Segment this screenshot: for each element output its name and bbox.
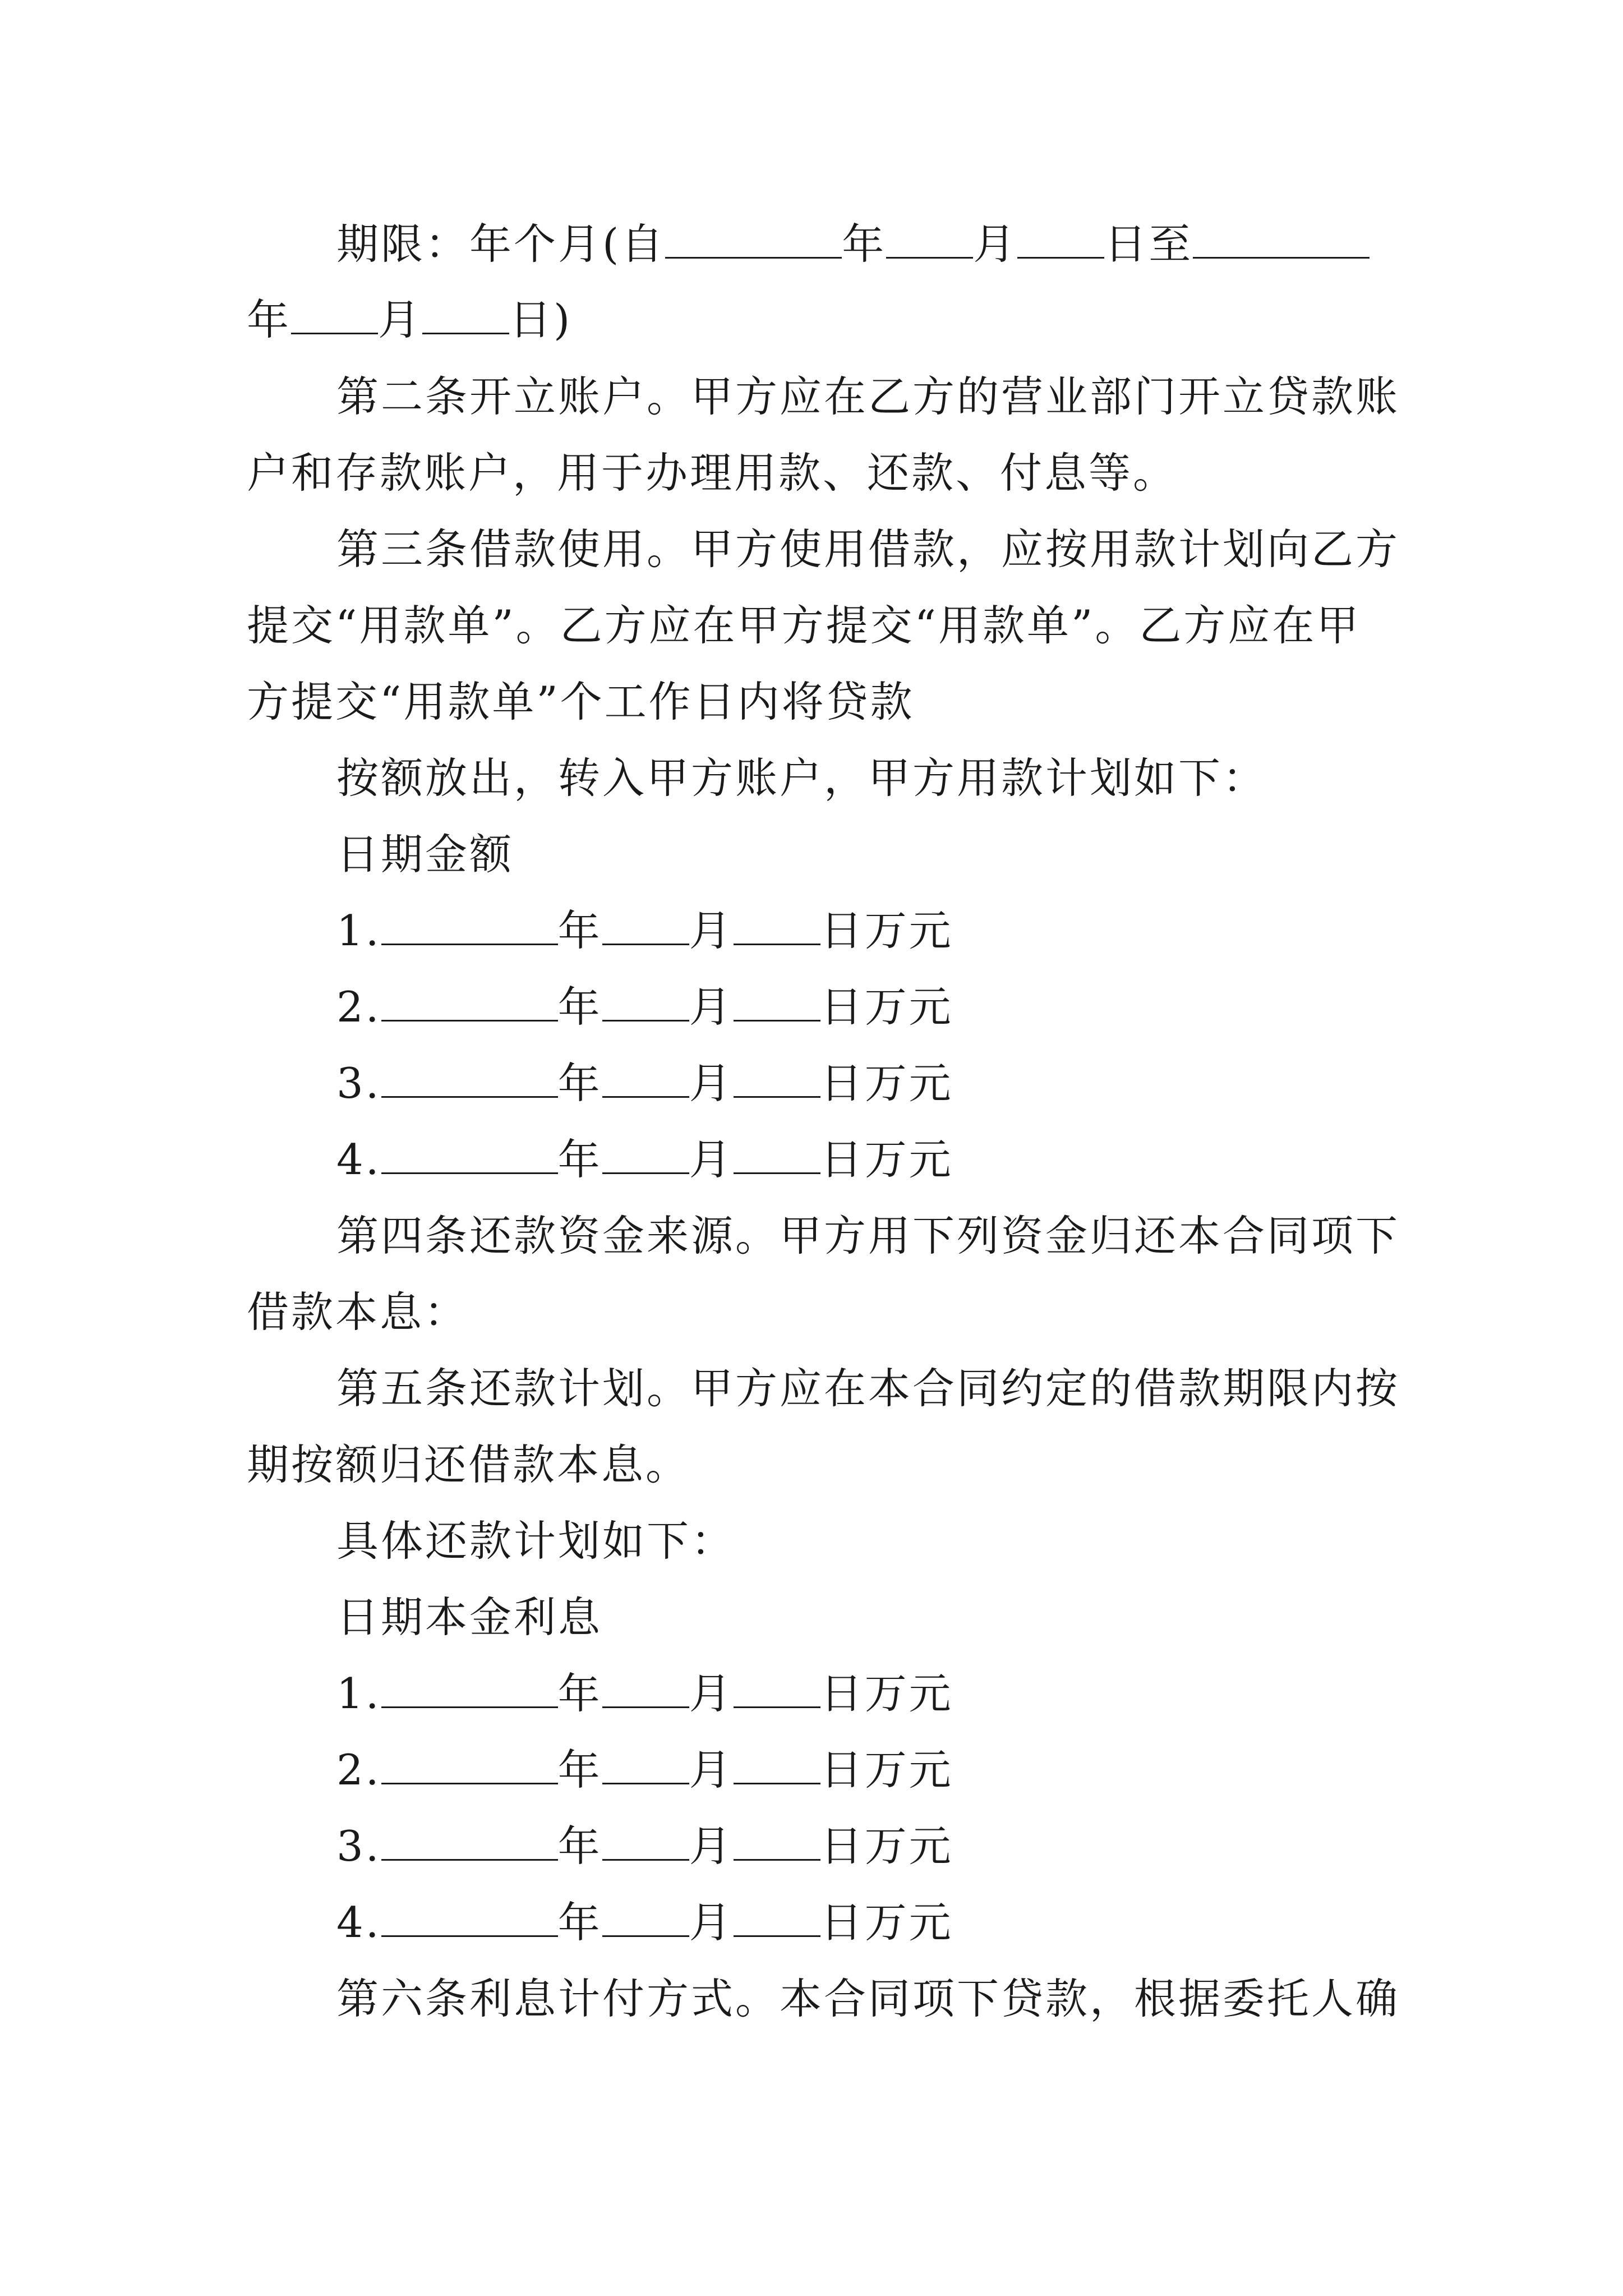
row-year: 年 bbox=[557, 1669, 602, 1718]
blank-year bbox=[381, 1057, 558, 1098]
blank-year bbox=[381, 1820, 558, 1861]
row-month: 月 bbox=[689, 1745, 734, 1795]
row-year: 年 bbox=[557, 1059, 602, 1108]
blank-day bbox=[734, 1896, 820, 1937]
blank-day bbox=[734, 1667, 820, 1708]
repay-row bbox=[336, 1894, 953, 1950]
row-tail: 日万元 bbox=[820, 982, 953, 1032]
plan-row bbox=[336, 979, 953, 1035]
plan-row bbox=[336, 1055, 953, 1111]
blank-day bbox=[734, 1133, 820, 1174]
row-month: 月 bbox=[689, 1135, 734, 1184]
row-month: 月 bbox=[689, 982, 734, 1032]
article-3-line-1: 第三条借款使用。甲方使用借款，应按用款计划向乙方 bbox=[336, 524, 1400, 574]
term-month: 月 bbox=[973, 219, 1018, 269]
row-tail: 日万元 bbox=[820, 1135, 953, 1184]
article-4-line-2: 借款本息： bbox=[247, 1287, 469, 1337]
blank-day bbox=[734, 1743, 820, 1784]
blank-day bbox=[734, 1820, 820, 1861]
row-tail: 日万元 bbox=[820, 1059, 953, 1108]
article-4-line-1: 第四条还款资金来源。甲方用下列资金归还本合同项下 bbox=[336, 1211, 1400, 1260]
row-year: 年 bbox=[557, 982, 602, 1032]
blank-month bbox=[602, 1133, 689, 1174]
blank-month-2 bbox=[291, 293, 378, 334]
blank-month bbox=[602, 1896, 689, 1937]
repay-header: 日期本金利息 bbox=[336, 1593, 603, 1642]
repay-row bbox=[336, 1665, 953, 1722]
row-year: 年 bbox=[557, 1135, 602, 1184]
term-month-2: 月 bbox=[378, 295, 423, 344]
blank-month bbox=[602, 1057, 689, 1098]
blank-year-2 bbox=[1193, 218, 1370, 259]
blank-month bbox=[602, 1667, 689, 1708]
blank-month bbox=[602, 1820, 689, 1861]
article-3-line-2: 提交“用款单”。乙方应在甲方提交“用款单”。乙方应在甲 bbox=[247, 601, 1361, 650]
row-year: 年 bbox=[557, 1745, 602, 1795]
blank-month bbox=[602, 1743, 689, 1784]
article-2-line-2: 户和存款账户，用于办理用款、还款、付息等。 bbox=[247, 448, 1178, 498]
row-tail: 日万元 bbox=[820, 1745, 953, 1795]
row-month: 月 bbox=[689, 1669, 734, 1718]
blank-year bbox=[381, 904, 558, 945]
term-year: 年 bbox=[842, 219, 887, 269]
row-number: 1. bbox=[336, 1669, 381, 1718]
repay-intro: 具体还款计划如下： bbox=[336, 1516, 736, 1566]
row-month: 月 bbox=[689, 1821, 734, 1871]
blank-month bbox=[886, 218, 973, 259]
repay-row bbox=[336, 1818, 953, 1874]
term-day-end: 日) bbox=[509, 295, 573, 344]
blank-year bbox=[665, 218, 842, 259]
row-number: 2. bbox=[336, 1745, 381, 1795]
blank-day bbox=[1017, 218, 1104, 259]
blank-year bbox=[381, 981, 558, 1022]
row-year: 年 bbox=[557, 906, 602, 955]
row-month: 月 bbox=[689, 1059, 734, 1108]
repay-row bbox=[336, 1742, 953, 1798]
row-number: 3. bbox=[336, 1821, 381, 1871]
row-year: 年 bbox=[557, 1898, 602, 1947]
row-month: 月 bbox=[689, 1898, 734, 1947]
blank-day bbox=[734, 904, 820, 945]
term-label: 期限：年个月(自 bbox=[336, 219, 666, 269]
row-number: 1. bbox=[336, 906, 381, 955]
blank-year bbox=[381, 1667, 558, 1708]
article-5-line-1: 第五条还款计划。甲方应在本合同约定的借款期限内按 bbox=[336, 1364, 1400, 1413]
blank-year bbox=[381, 1133, 558, 1174]
term-year-2: 年 bbox=[247, 295, 292, 344]
row-tail: 日万元 bbox=[820, 1898, 953, 1947]
article-3-line-4: 按额放出，转入甲方账户，甲方用款计划如下： bbox=[336, 753, 1267, 803]
article-2-line-1: 第二条开立账户。甲方应在乙方的营业部门开立贷款账 bbox=[336, 372, 1400, 421]
row-month: 月 bbox=[689, 906, 734, 955]
row-number: 4. bbox=[336, 1898, 381, 1947]
blank-day bbox=[734, 981, 820, 1022]
row-number: 2. bbox=[336, 982, 381, 1032]
row-tail: 日万元 bbox=[820, 1669, 953, 1718]
term-line-2 bbox=[247, 292, 572, 348]
term-day-to: 日至 bbox=[1104, 219, 1193, 269]
row-tail: 日万元 bbox=[820, 1821, 953, 1871]
plan-header: 日期金额 bbox=[336, 830, 514, 879]
article-6-line-1: 第六条利息计付方式。本合同项下贷款，根据委托人确 bbox=[336, 1974, 1400, 2023]
row-number: 4. bbox=[336, 1135, 381, 1184]
blank-day bbox=[734, 1057, 820, 1098]
row-tail: 日万元 bbox=[820, 906, 953, 955]
term-line bbox=[336, 216, 1370, 272]
blank-month bbox=[602, 904, 689, 945]
article-3-line-3: 方提交“用款单”个工作日内将贷款 bbox=[247, 677, 915, 726]
blank-year bbox=[381, 1743, 558, 1784]
blank-month bbox=[602, 981, 689, 1022]
plan-row bbox=[336, 1131, 953, 1188]
article-5-line-2: 期按额归还借款本息。 bbox=[247, 1440, 690, 1489]
row-year: 年 bbox=[557, 1821, 602, 1871]
blank-day-2 bbox=[422, 293, 509, 334]
blank-year bbox=[381, 1896, 558, 1937]
row-number: 3. bbox=[336, 1059, 381, 1108]
plan-row bbox=[336, 903, 953, 959]
